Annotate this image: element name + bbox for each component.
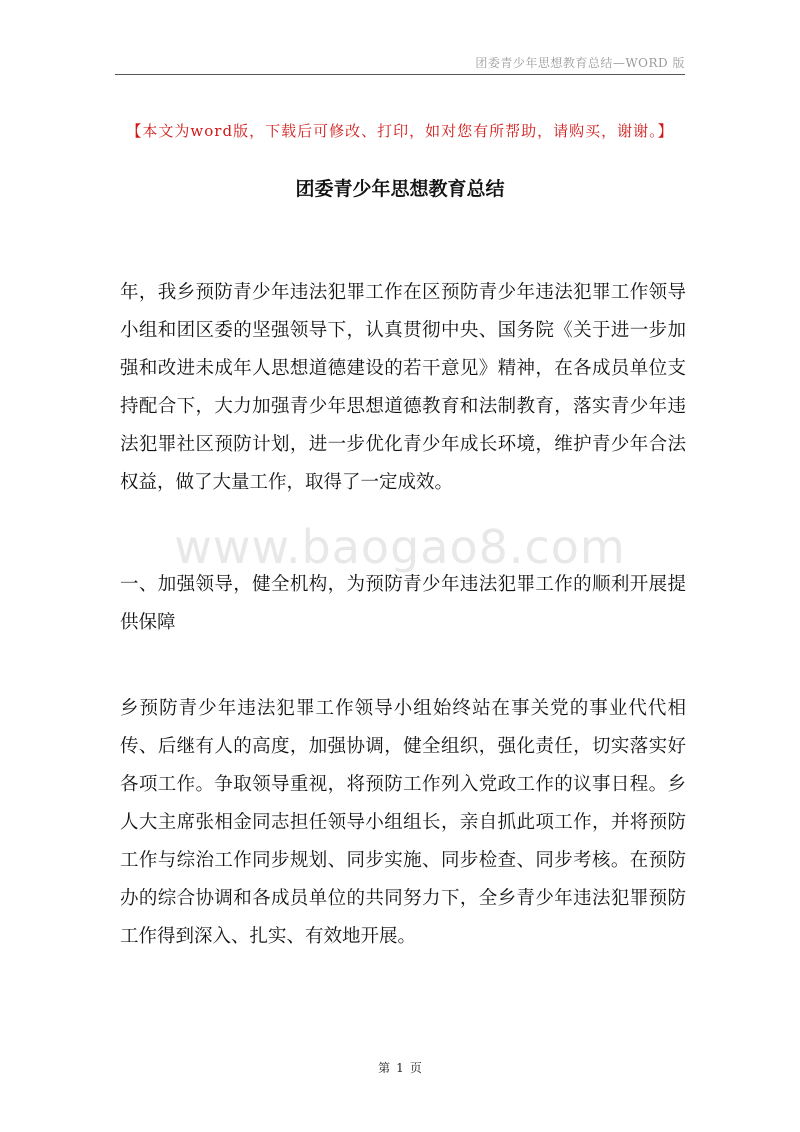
page-suffix: 页 [409,1061,422,1075]
page-prefix: 第 [378,1061,391,1075]
site-watermark: www.baogao8.com [174,520,626,574]
body-paragraph: 乡预防青少年违法犯罪工作领导小组始终站在事关党的事业代代相传、后继有人的高度，加强协调，健全组织，强化责任，切实落实好各项工作。争取领导重视，将预防工作列入党政工作的议事日程。乡人大主席张相金同志担任领导小组组长，亲自抓此项工作，并将预防工作与综治工作同步规划、同步实施、同步检查、同步考核。在预防办的综合协调和各成员单位的共同努力下，全乡青少年违法犯罪预防工作得到深入、扎实、有效地开展。 [120,698,686,947]
intro-paragraph: 年，我乡预防青少年违法犯罪工作在区预防青少年违法犯罪工作领导小组和团区委的坚强领导下，认真贯彻中央、国务院《关于进一步加强和改进未成年人思想道德建设的若干意见》精神，在各成员单位支持配合下，大力加强青少年思想道德教育和法制教育，落实青少年违法犯罪社区预防计划，进一步优化青少年成长环境，维护青少年合法权益，做了大量工作，取得了一定成效。 [120,282,686,493]
page-footer [0,1059,800,1076]
running-header: 团委青少年思想教育总结—WORD 版 [475,56,685,70]
header-divider [115,74,685,75]
document-title: 团委青少年思想教育总结 [295,178,505,200]
purchase-notice: 【本文为word版，下载后可修改、打印，如对您有所帮助，请购买，谢谢。】 [126,122,674,140]
section-heading: 一、加强领导，健全机构，为预防青少年违法犯罪工作的顺利开展提供保障 [120,574,686,633]
page-number: 1 [396,1061,404,1075]
